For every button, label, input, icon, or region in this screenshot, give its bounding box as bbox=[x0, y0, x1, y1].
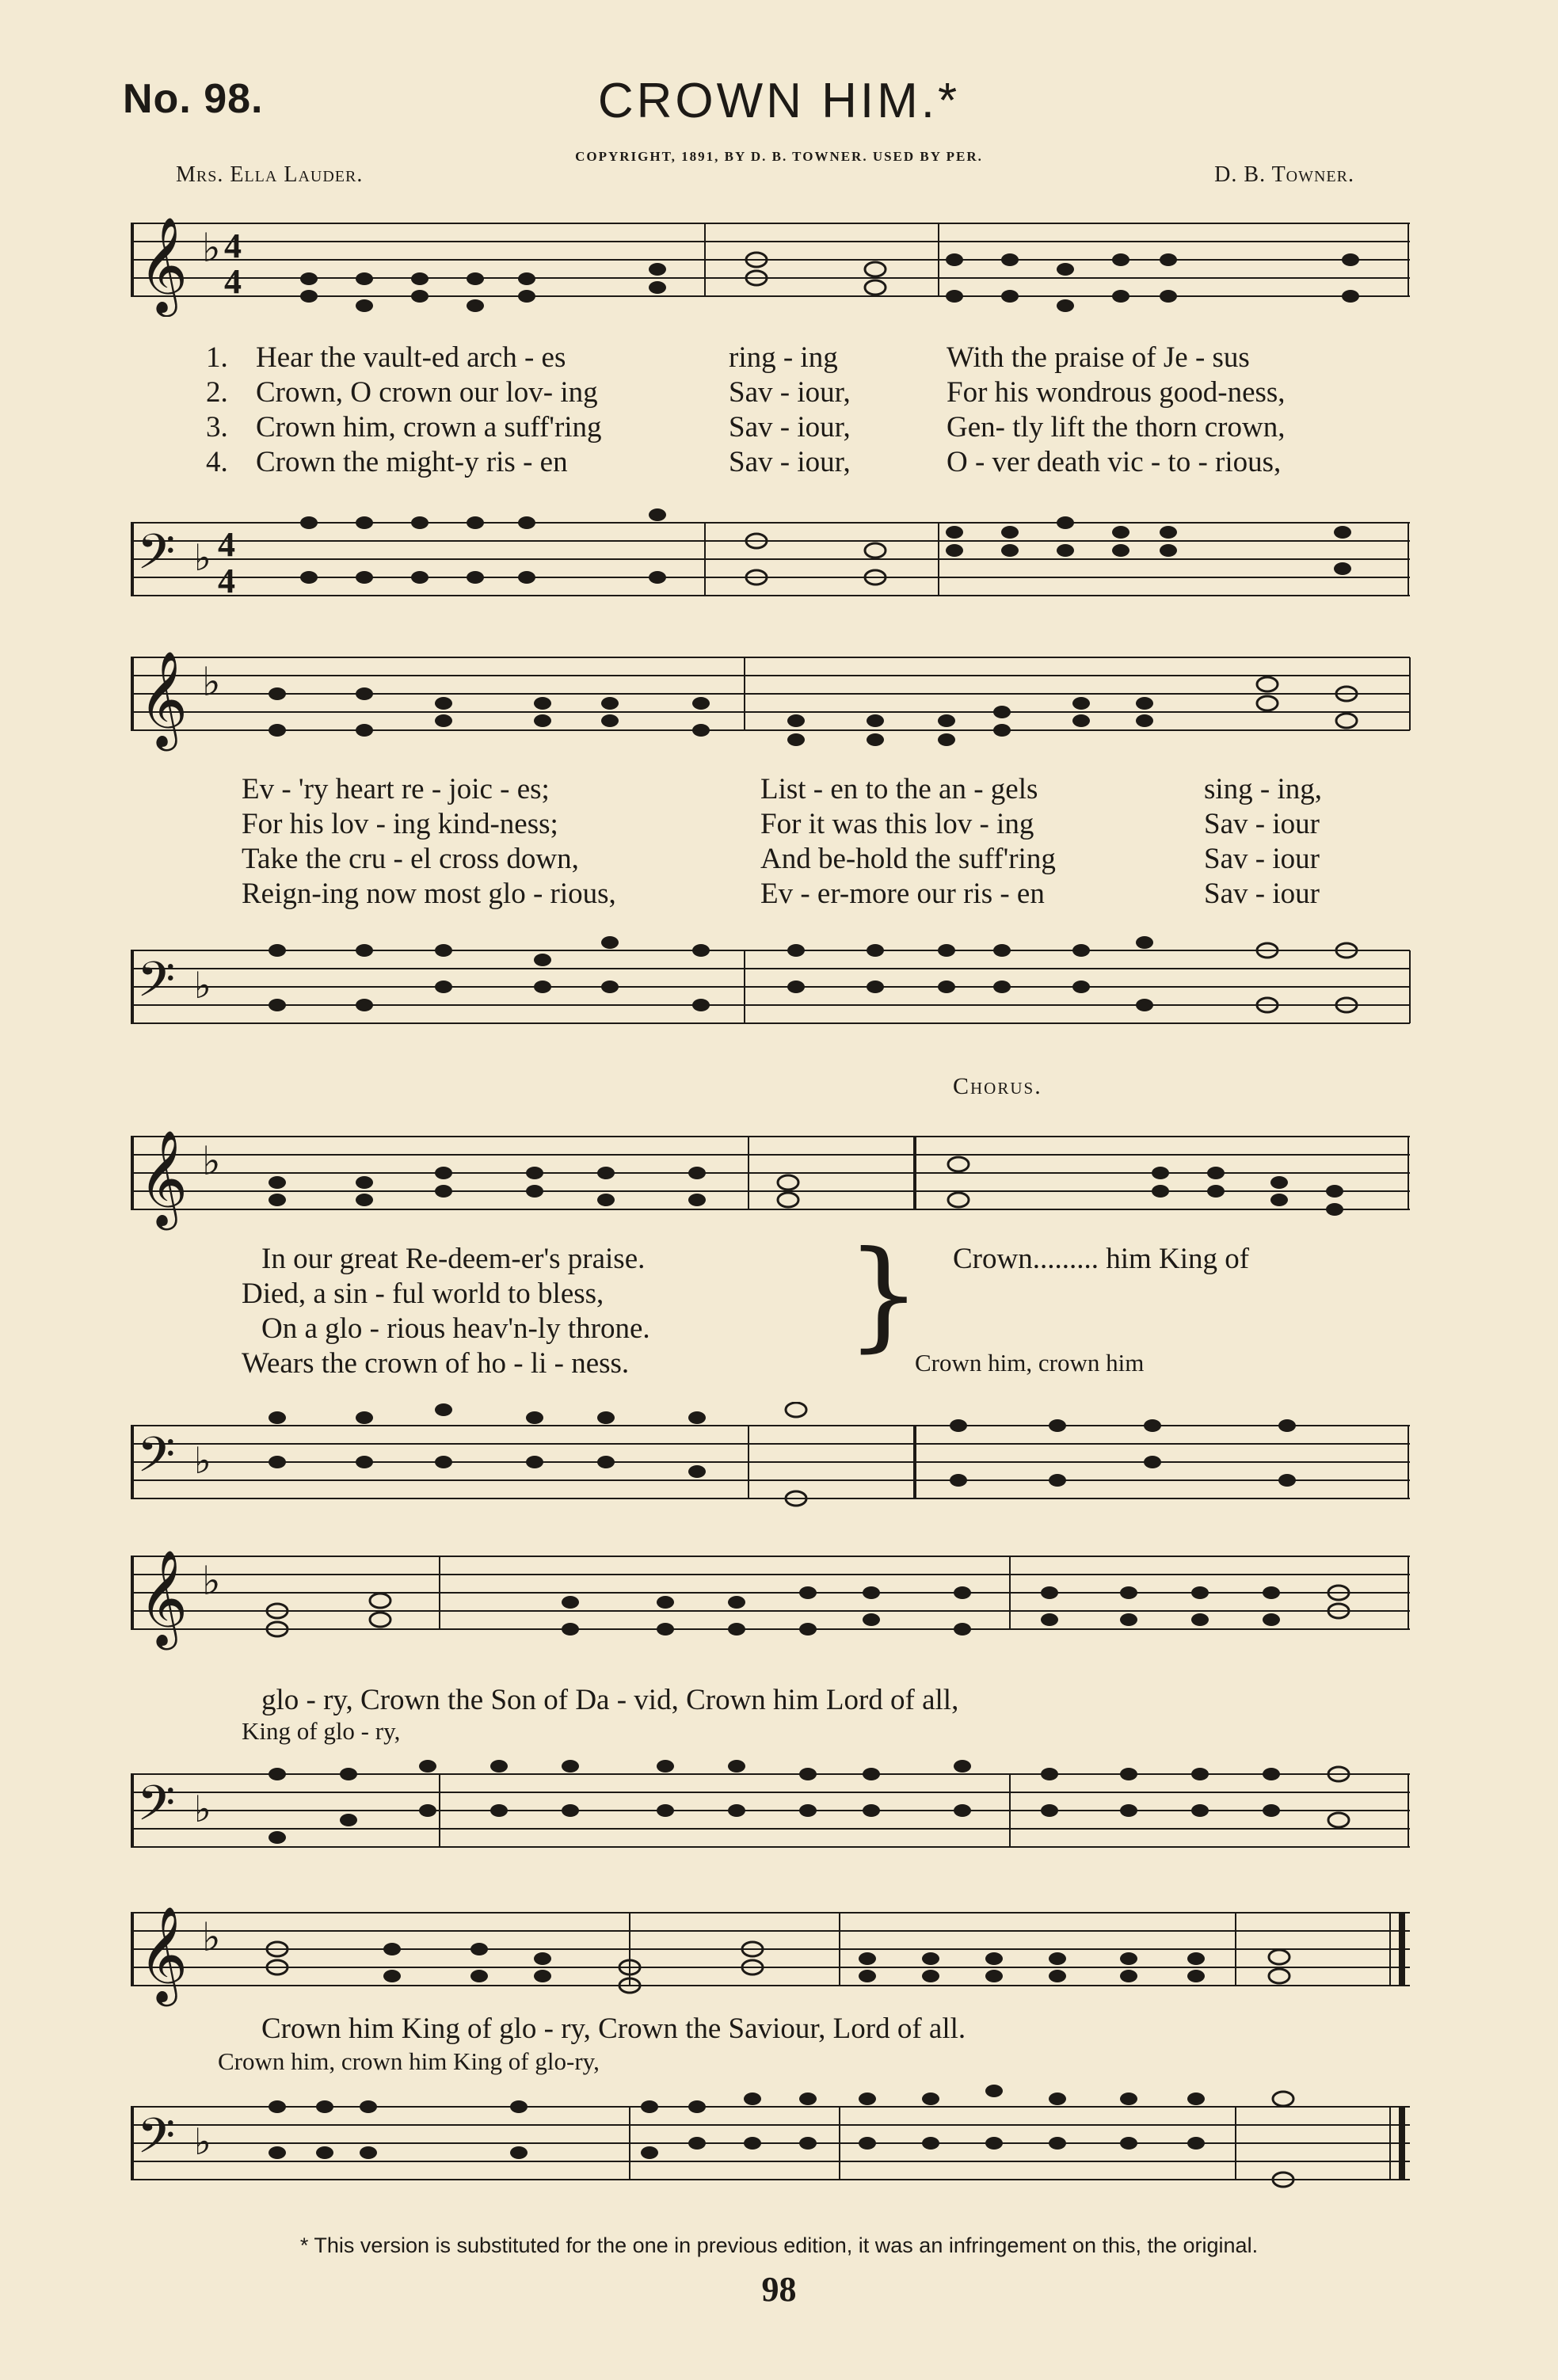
chorus-label: Chorus. bbox=[953, 1073, 1042, 1099]
system-4-bass-staff bbox=[131, 1750, 1414, 1869]
copyright-notice: COPYRIGHT, 1891, BY D. B. TOWNER. USED BY PER. bbox=[575, 149, 983, 164]
svg-text:♭: ♭ bbox=[194, 1441, 211, 1481]
verse-brace: } bbox=[846, 1226, 922, 1364]
system-5-treble-staff bbox=[131, 1889, 1414, 2016]
svg-text:4: 4 bbox=[218, 525, 235, 564]
svg-text:4: 4 bbox=[218, 562, 235, 600]
composer-credit: D. B. Towner. bbox=[1214, 162, 1354, 187]
bass-clef-icon: 𝄢 bbox=[137, 1774, 176, 1844]
system-4-lower-lyric: King of glo - ry, bbox=[242, 1717, 401, 1745]
treble-clef-icon: 𝄞 bbox=[139, 1549, 189, 1646]
svg-text:♭: ♭ bbox=[202, 226, 221, 270]
hymn-number: No. 98. bbox=[123, 76, 264, 122]
svg-text:♭: ♭ bbox=[202, 1915, 221, 1959]
system-5-lower-lyric: Crown him, crown him King of glo-ry, bbox=[218, 2047, 600, 2075]
treble-clef-icon: 𝄞 bbox=[139, 650, 189, 747]
footnote: * This version is substituted for the one in previous edition, it was an infringement on this, the original. bbox=[299, 2233, 1259, 2257]
svg-text:4: 4 bbox=[224, 262, 242, 301]
system-4-treble-staff bbox=[131, 1533, 1414, 1659]
hymn-title: CROWN HIM.* bbox=[597, 74, 961, 128]
bass-clef-icon: 𝄢 bbox=[137, 523, 176, 592]
system-1-bass-staff bbox=[131, 507, 1414, 626]
bass-clef-icon: 𝄢 bbox=[137, 2107, 176, 2176]
system-1-treble-staff bbox=[131, 214, 1414, 317]
system-2-bass-staff bbox=[131, 935, 1414, 1053]
system-4-upper-lyric: glo - ry, Crown the Son of Da - vid, Crown him Lord of all, bbox=[261, 1684, 959, 1716]
system-2-treble-staff bbox=[131, 634, 1414, 752]
svg-text:♭: ♭ bbox=[202, 1139, 221, 1183]
svg-text:♭: ♭ bbox=[194, 2122, 211, 2162]
system-3-treble-staff bbox=[131, 1105, 1414, 1232]
chorus-lower-lyric: Crown him, crown him bbox=[915, 1349, 1145, 1377]
treble-clef-icon: 𝄞 bbox=[139, 1906, 189, 2002]
page-number: 98 bbox=[761, 2270, 797, 2309]
svg-text:♭: ♭ bbox=[194, 965, 211, 1006]
treble-clef-icon: 𝄞 bbox=[139, 1129, 189, 1226]
svg-text:♭: ♭ bbox=[194, 1789, 211, 1830]
bass-clef-icon: 𝄢 bbox=[137, 1426, 176, 1495]
system-3-bass-staff bbox=[131, 1402, 1414, 1521]
chorus-upper-lyric: Crown......... him King of bbox=[953, 1243, 1250, 1275]
svg-text:♭: ♭ bbox=[194, 538, 211, 578]
svg-text:4: 4 bbox=[224, 227, 242, 265]
bass-clef-icon: 𝄢 bbox=[137, 950, 176, 1020]
hymn-page: No. 98. CROWN HIM.* COPYRIGHT, 1891, BY D. B. TOWNER. USED BY PER. Mrs. Ella Lauder. D. B. Towner. 𝄞 ♭ 4 4 1. Hear the vault-ed arch - es ring - ing With the praise of Je - sus 2. Crown, O crown our lov- ing Sav - iour, For his wondrous good-ness, 3. Crown him, crown a suff'ring Sav - iour, Gen- tly lift the thorn crown, 4. Crown the might-y ris - en Sav - iour, O - ver death vic - to - rious, 𝄢 ♭ 4 4 𝄞 ♭ Ev - 'ry heart re - joic - es; List - en to the an - gels sing - ing, For his lov - ing kind-ness; For it was this lov - ing Sav - iour Take the cru - el cross down, And be-hold the suff'ring Sav - iour Reign-ing now most glo - rious, Ev - er-more our ris - en Sav - iour 𝄢 ♭ Chorus. 𝄞 ♭ In our great Re-deem-er's praise. Died, a sin - ful world to bless, On a glo - rious heav'n-ly throne. Wears the crown of ho - li - ness. } Crown......... him King of Crown him, crown him 𝄢 ♭ 𝄞 ♭ glo - ry, Crown the Son of Da - vid, Crown him Lord of all, King of glo - ry, 𝄢 ♭ 𝄞 ♭ Crown him King of glo - ry, Crown the Saviour, Lord of all. Crown him, crown him King of glo-ry, 𝄢 ♭ * This version is substituted for the one in previous edition, it was an infringement on this, the original. 98 bbox=[0, 0, 1558, 2380]
svg-text:♭: ♭ bbox=[202, 1559, 221, 1603]
svg-text:♭: ♭ bbox=[202, 660, 221, 704]
system-5-bass-staff bbox=[131, 2083, 1414, 2202]
treble-clef-icon: 𝄞 bbox=[139, 216, 189, 313]
system-5-upper-lyric: Crown him King of glo - ry, Crown the Saviour, Lord of all. bbox=[261, 2013, 966, 2045]
author-credit: Mrs. Ella Lauder. bbox=[176, 162, 364, 187]
